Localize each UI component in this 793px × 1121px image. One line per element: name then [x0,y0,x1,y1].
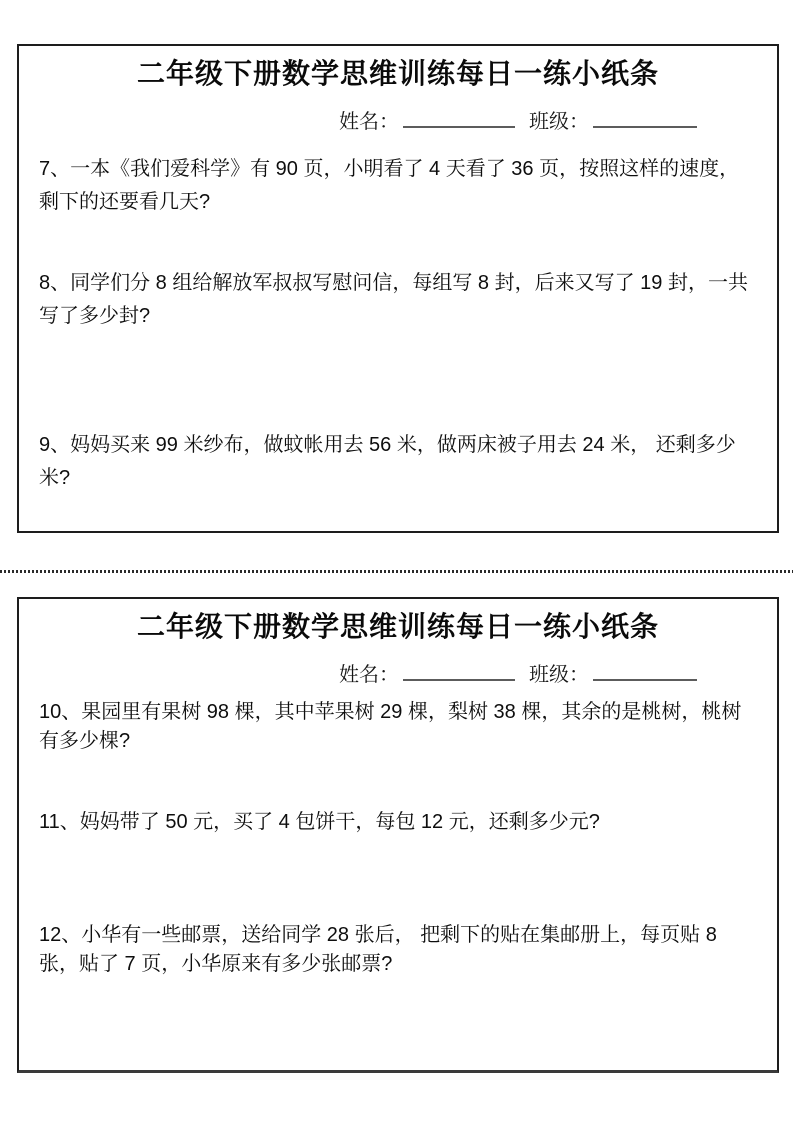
name-class-row [339,659,757,688]
name-label: 姓名： [339,111,399,133]
class-label: 班级： [529,664,589,686]
question-11: 11、妈妈带了 50 元，买了 4 包饼干，每包 12 元，还剩多少元? [39,811,600,833]
question-7: 7、一本《我们爱科学》有 90 页，小明看了 4 天看了 36 页，按照这样的速度，剩下的还要看几天? [39,158,740,213]
question-12: 12、小华有一些邮票，送给同学 28 张后， 把剩下的贴在集邮册上，每页贴 8 张，贴了 7 页，小华原来有多少张邮票? [39,924,717,975]
name-blank-field [403,106,515,128]
question-8: 8、同学们分 8 组给解放军叔叔写慰问信，每组写 8 封，后来又写了 19 封，一共写了多少封? [39,272,748,327]
name-label: 姓名： [339,664,399,686]
worksheet-slip-1 [17,44,779,533]
class-blank-field [593,659,697,681]
dotted-cut-divider [0,570,793,573]
name-blank-field [403,659,515,681]
worksheet-slip-2 [17,597,779,1073]
slip-title: 二年级下册数学思维训练每日一练小纸条 [136,58,659,89]
question-10: 10、果园里有果树 98 棵，其中苹果树 29 棵，梨树 38 棵，其余的是桃树，桃树有多少棵? [39,701,742,752]
question-9: 9、妈妈买来 99 米纱布，做蚊帐用去 56 米，做两床被子用去 24 米， 还剩多少米? [39,434,736,489]
class-blank-field [593,106,697,128]
class-label: 班级： [529,111,589,133]
name-class-row [339,106,757,135]
slip-title: 二年级下册数学思维训练每日一练小纸条 [136,611,659,642]
